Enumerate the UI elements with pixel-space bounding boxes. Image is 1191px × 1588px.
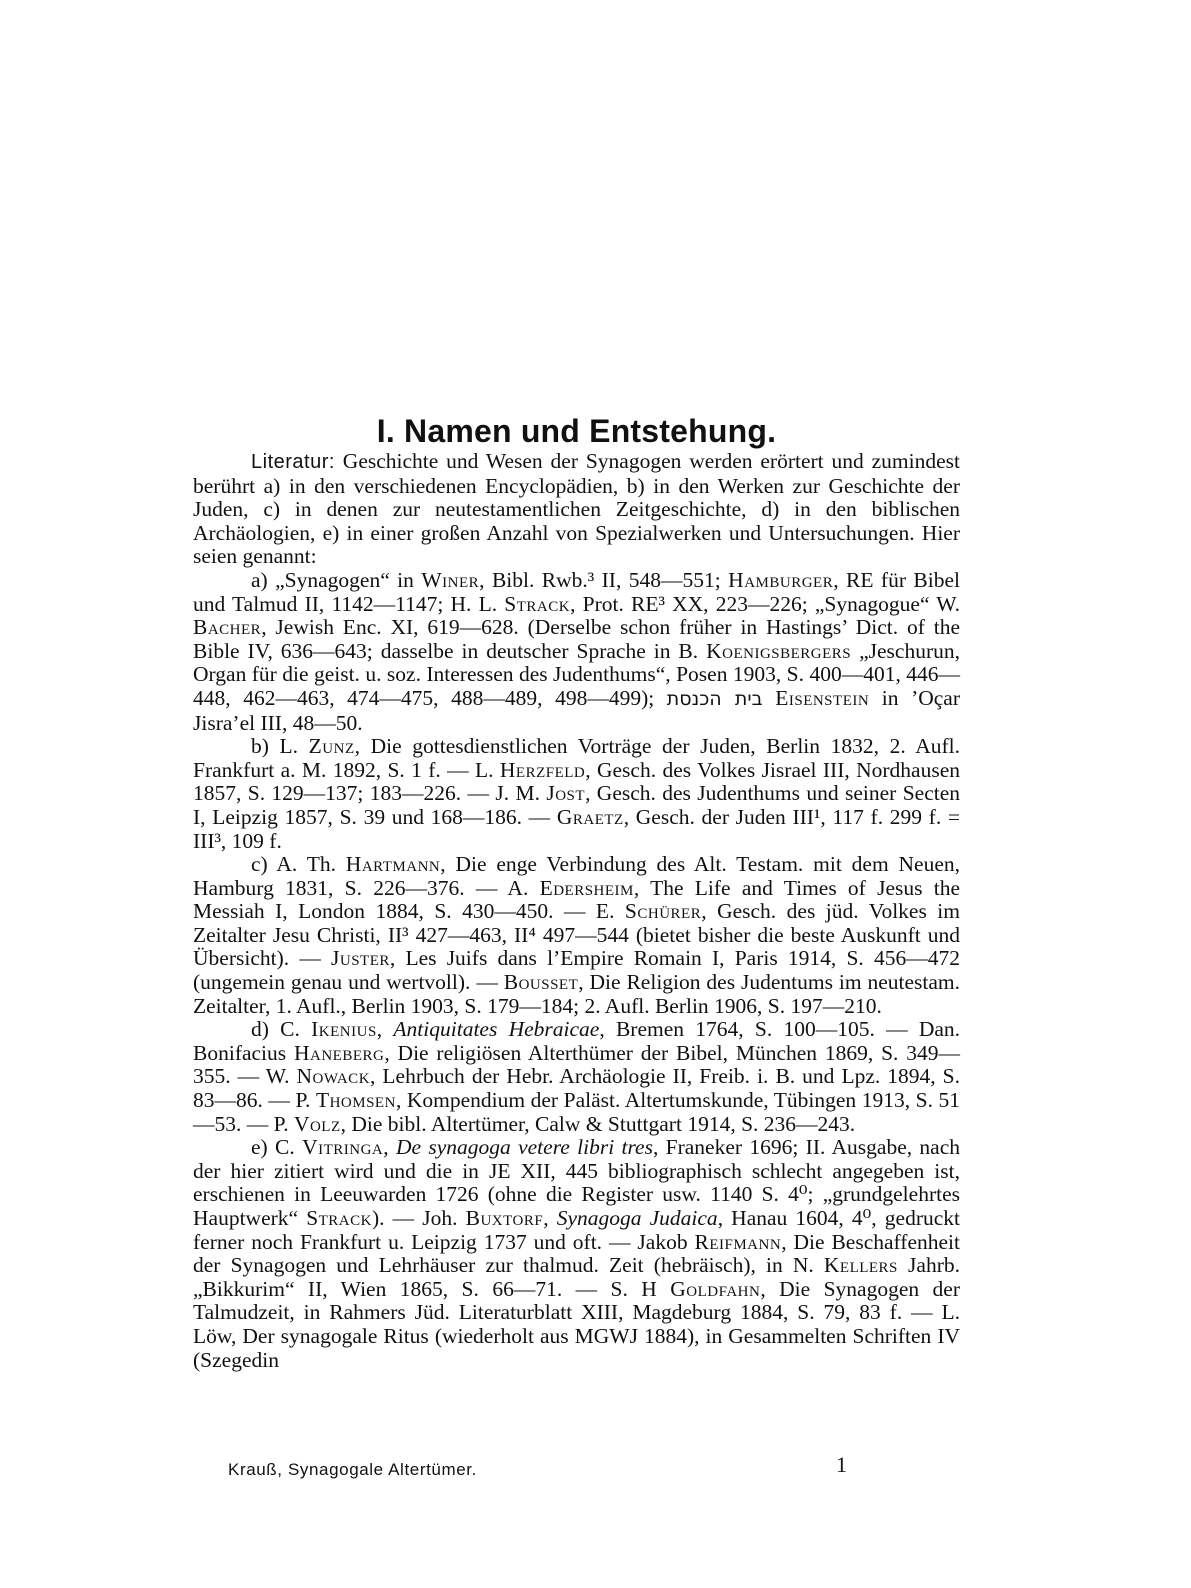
author-name: Bousset [503, 970, 579, 995]
section-e-special-works: e) C. Vitringa, De synagoga vetere libri tres, Franeker 1696; II. Ausgabe, nach der hier zitiert wird und die in JE XII, 445 bibliographisch schlecht angegeben ist, erschienen in Leeuwarden 1726 (ohne die Register usw. 1140 S. 4⁰; „grundgelehrtes Hauptwerk“ Strack). — Joh. Buxtorf, Synagoga Judaica, Hanau 1604, 4⁰, gedruckt ferner noch Frankfurt u. Leipzig 1737 und oft. — Jakob Reifmann, Die Beschaffenheit der Synagogen und Lehrhäuser zur thalmud. Zeit (hebräisch), in N. Kellers Jahrb. „Bikkurim“ II, Wien 1865, S. 66—71. — S. H Goldfahn, Die Synagogen der Talmudzeit, in Rahmers Jüd. Literaturblatt XIII, Magdeburg 1884, S. 79, 83 f. — L. Löw, Der synagogale Ritus (wiederholt aus MGWJ 1884), in Gesammelten Schriften IV (Szegedin [193, 1135, 961, 1372]
author-name: Hamburger [728, 567, 834, 592]
author-name: Hartmann [345, 852, 441, 877]
book-title: De synagoga vetere libri tres [395, 1135, 653, 1160]
book-title: Synagoga Judaica [556, 1206, 718, 1230]
literature-text [193, 450, 960, 1372]
author-name: Zunz [308, 734, 355, 759]
author-name: Strack [306, 1206, 372, 1230]
chapter-heading: I. Namen und Entstehung. [376, 413, 777, 450]
author-name: Thomsen [315, 1088, 396, 1113]
author-name: Edersheim [539, 875, 634, 900]
author-name: Eisenstein [775, 685, 870, 710]
author-name: Vitringa [302, 1135, 384, 1160]
author-name: Kellers [823, 1253, 898, 1278]
author-name: Bacher [193, 615, 262, 640]
section-d-archaeologies: d) C. Ikenius, Antiquitates Hebraicae, Bremen 1764, S. 100—105. — Dan. Bonifacius Haneberg, Die religiösen Alterthümer der Bibel, München 1869, S. 349—355. — W. Nowack, Lehrbuch der Hebr. Archäologie II, Freib. i. B. und Lpz. 1894, S. 83—86. — P. Thomsen, Kompendium der Paläst. Altertumskunde, Tübingen 1913, S. 51—53. — P. Volz, Die bibl. Altertümer, Calw & Stuttgart 1914, S. 236—243. [193, 1017, 961, 1136]
hebrew-term: בית הכנסת [666, 687, 763, 710]
signature-mark: Krauß, Synagogale Altertümer. [228, 1460, 477, 1479]
section-c-new-testament: c) A. Th. Hartmann, Die enge Verbindung des Alt. Testam. mit dem Neuen, Hamburg 1831, S. 226—376. — A. Edersheim, The Life and Times of Jesus the Messiah I, London 1884, S. 430—450. — E. Schürer, Gesch. des jüd. Volkes im Zeitalter Jesu Christi, II³ 427—463, II⁴ 497—544 (bietet bisher die beste Auskunft und Übersicht). — Juster, Les Juifs dans l’Empire Romain I, Paris 1914, S. 456—472 (ungemein genau und wertvoll). — Bousset, Die Religion des Judentums im neutestam. Zeitalter, 1. Aufl., Berlin 1903, S. 179—184; 2. Aufl. Berlin 1906, S. 197—210. [193, 852, 961, 1018]
author-name: Nowack [296, 1064, 371, 1089]
author-name: Buxtorf [465, 1206, 544, 1230]
book-title: Antiquitates Hebraicae [393, 1017, 600, 1042]
author-name: Ikenius [311, 1017, 377, 1042]
author-name: Winer [421, 567, 480, 592]
literature-label: Literatur: [251, 451, 335, 473]
section-b-histories: b) L. Zunz, Die gottesdienstlichen Vorträge der Juden, Berlin 1832, 2. Aufl. Frankfurt a. M. 1892, S. 1 f. — L. Herzfeld, Gesch. des Volkes Jisrael III, Nordhausen 1857, S. 129—137; 183—226. — J. M. Jost, Gesch. des Judenthums und seiner Secten I, Leipzig 1857, S. 39 und 168—186. — Graetz, Gesch. der Juden III¹, 117 f. 299 f. = III³, 109 f. [193, 734, 960, 853]
author-name: Goldfahn [670, 1276, 761, 1301]
author-name: Volz [293, 1111, 341, 1136]
author-name: Graetz [556, 804, 624, 829]
section-a-encyclopedias: a) „Synagogen“ in Winer, Bibl. Rwb.³ II, 548—551; Hamburger, RE für Bibel und Talmud II, 1142—1147; H. L. Strack, Prot. RE³ XX, 223—226; „Synagogue“ W. Bacher, Jewish Enc. XI, 619—628. (Derselbe schon früher in Hastings’ Dict. of the Bible IV, 636—643; dasselbe in deutscher Sprache in B. Koenigsbergers „Jeschurun, Organ für die geist. u. soz. Interessen des Judenthums“, Posen 1903, S. 400—401, 446—448, 462—463, 474—475, 488—489, 498—499); בית הכנסת Eisenstein in ’Oçar Jisra’el III, 48—50. [193, 567, 960, 735]
author-name: Schürer [624, 899, 702, 924]
author-name: Reifmann [694, 1229, 782, 1254]
page-number: 1 [836, 1452, 847, 1477]
author-name: Haneberg [293, 1040, 385, 1065]
author-name: Jost [546, 781, 586, 806]
author-name: Juster [331, 946, 390, 971]
author-name: Strack [504, 591, 571, 616]
intro-paragraph: Literatur: Geschichte und Wesen der Synagogen werden erörtert und zumindest berührt a) in den verschiedenen Encyclopädien, b) in den Werken zur Geschichte der Juden, c) in denen zur neutestamentlichen Zeitgeschichte, d) in den biblischen Archäologien, e) in einer großen Anzahl von Spezialwerken und Untersuchungen. Hier seien genannt: [193, 449, 960, 569]
author-name: Koenigsbergers [706, 638, 852, 663]
author-name: Herzfeld [499, 757, 586, 782]
